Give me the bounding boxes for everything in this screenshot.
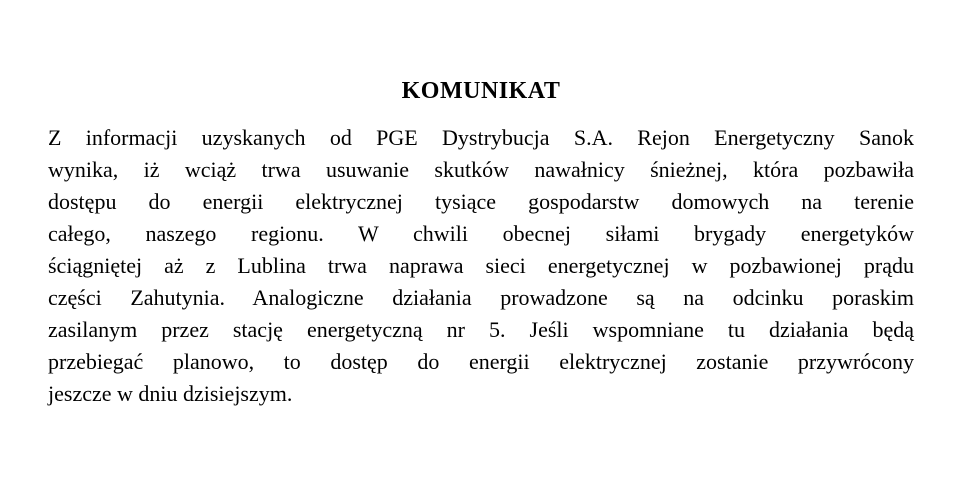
paragraph-line: wynika, iż wciąż trwa usuwanie skutków nawałnicy śnieżnej, która pozbawiła bbox=[48, 157, 914, 182]
paragraph-line: przebiegać planowo, to dostęp do energii elektrycznej zostanie przywrócony bbox=[48, 349, 914, 374]
paragraph-line-last: jeszcze w dniu dzisiejszym. bbox=[48, 381, 293, 406]
paragraph-line: ściągniętej aż z Lublina trwa naprawa sieci energetycznej w pozbawionej prądu bbox=[48, 253, 914, 278]
paragraph-line: dostępu do energii elektrycznej tysiące gospodarstw domowych na terenie bbox=[48, 189, 914, 214]
paragraph-line: całego, naszego regionu. W chwili obecnej siłami brygady energetyków bbox=[48, 221, 914, 246]
document-paragraph bbox=[48, 122, 914, 410]
paragraph-line: części Zahutynia. Analogiczne działania prowadzone są na odcinku poraskim bbox=[48, 285, 914, 310]
paragraph-line: Z informacji uzyskanych od PGE Dystrybucja S.A. Rejon Energetyczny Sanok bbox=[48, 125, 914, 150]
paragraph-line: zasilanym przez stację energetyczną nr 5. Jeśli wspomniane tu działania będą bbox=[48, 317, 914, 342]
document-title: KOMUNIKAT bbox=[401, 78, 561, 104]
